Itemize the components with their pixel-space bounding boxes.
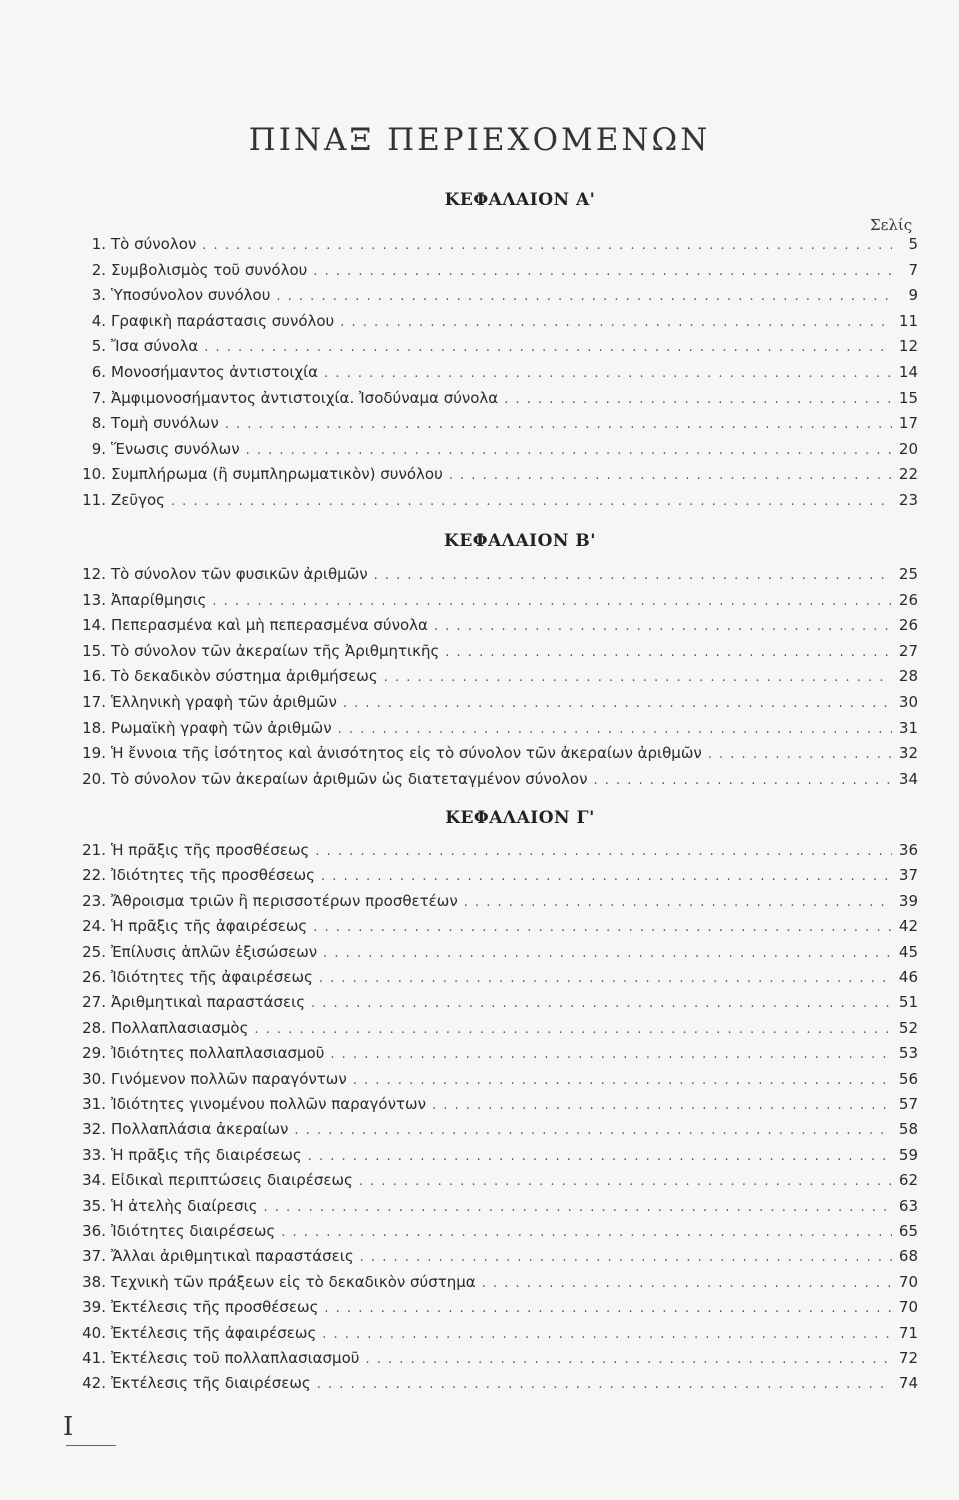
entry-page-number: 72 (898, 1349, 918, 1367)
entry-number: 17. (82, 693, 106, 711)
entry-title: Γινόμενον πολλῶν παραγόντων (111, 1069, 347, 1088)
dot-leader (432, 1095, 892, 1117)
entry-number: 42. (82, 1374, 106, 1393)
entry-title: Ἡ πρᾶξις τῆς προσθέσεως (111, 841, 310, 859)
toc-entry (78, 1068, 918, 1090)
dot-leader (323, 943, 892, 965)
dot-leader (246, 440, 892, 462)
entry-number: 4. (91, 311, 106, 330)
toc-entry (78, 284, 918, 306)
entry-number: 5. (91, 337, 106, 356)
entry-page-number: 9 (908, 286, 918, 305)
entry-page-number: 59 (898, 1145, 918, 1164)
entry-title: Ἄλλαι ἀριθμητικαὶ παραστάσεις (111, 1247, 354, 1266)
entry-number: 41. (82, 1349, 106, 1367)
toc-entry (78, 864, 918, 886)
entry-title: Ἀπαρίθμησις (111, 590, 207, 609)
dot-leader (276, 286, 892, 308)
toc-entry (78, 412, 918, 434)
entry-number: 12. (82, 565, 106, 583)
toc-entry (78, 387, 918, 409)
entry-page-number: 25 (898, 565, 918, 583)
entry-number: 7. (91, 388, 106, 407)
entry-page-number: 23 (898, 491, 918, 509)
toc-entry (78, 1220, 918, 1242)
dot-leader (254, 1019, 892, 1041)
toc-entry (78, 438, 918, 460)
toc-entry (78, 742, 918, 764)
entry-title: Ἡ ἀτελὴς διαίρεσις (111, 1196, 258, 1215)
entry-page-number: 12 (898, 337, 918, 356)
entry-number: 33. (82, 1145, 106, 1164)
dot-leader (482, 1273, 892, 1295)
entry-page-number: 11 (898, 311, 918, 330)
dot-leader (313, 261, 892, 283)
toc-entry (78, 1245, 918, 1267)
entry-title: Πολλαπλασιασμὸς (111, 1018, 249, 1037)
toc-entry (78, 1042, 918, 1064)
dot-leader (317, 1374, 892, 1396)
dot-leader (225, 414, 892, 436)
entry-number: 3. (91, 286, 106, 305)
dot-leader (308, 1146, 892, 1168)
toc-entry (78, 717, 918, 739)
entry-title: Ἴσα σύνολα (111, 337, 199, 356)
toc-entry (78, 463, 918, 485)
entry-page-number: 62 (898, 1171, 918, 1190)
entry-page-number: 22 (898, 465, 918, 484)
dot-leader (374, 565, 892, 587)
toc-entry (78, 335, 918, 357)
dot-leader (202, 235, 892, 257)
dot-leader (365, 1349, 892, 1371)
entry-title: Ρωμαϊκὴ γραφὴ τῶν ἀριθμῶν (111, 718, 332, 737)
entry-number: 40. (82, 1323, 106, 1342)
toc-entry (78, 489, 918, 511)
dot-leader (384, 667, 892, 689)
entry-page-number: 17 (898, 414, 918, 433)
entry-page-number: 36 (898, 841, 918, 859)
entry-page-number: 46 (898, 968, 918, 986)
toc-entry (78, 259, 918, 281)
entry-number: 30. (82, 1069, 106, 1088)
entry-number: 32. (82, 1120, 106, 1139)
entry-number: 6. (91, 363, 106, 381)
dot-leader (360, 1247, 892, 1269)
toc-entry (78, 691, 918, 713)
entry-number: 34. (82, 1171, 106, 1190)
toc-entry (78, 361, 918, 383)
entry-number: 1. (91, 235, 106, 253)
dot-leader (708, 744, 892, 766)
entry-title: Τὸ σύνολον τῶν ἀκεραίων ἀριθμῶν ὡς διατεταγμένον σύνολον (111, 769, 588, 788)
dot-leader (434, 616, 892, 638)
entry-number: 38. (82, 1272, 106, 1291)
entry-number: 35. (82, 1196, 106, 1215)
entry-page-number: 26 (898, 616, 918, 635)
entry-title: Τὸ σύνολον (111, 235, 197, 253)
entry-page-number: 30 (898, 693, 918, 711)
entry-title: Τεχνικὴ τῶν πράξεων εἰς τὸ δεκαδικὸν σύστημα (111, 1272, 476, 1291)
dot-leader (464, 892, 892, 914)
dot-leader (313, 917, 892, 939)
entry-title: Ἑλληνικὴ γραφὴ τῶν ἀριθμῶν (111, 693, 337, 711)
dot-leader (338, 719, 892, 741)
entry-page-number: 39 (898, 891, 918, 910)
dot-leader (330, 1044, 892, 1066)
entry-title: Ἀμφιμονοσήμαντος ἀντιστοιχία. Ἰσοδύναμα σύνολα (111, 388, 499, 407)
entry-page-number: 51 (898, 993, 918, 1012)
toc-entry (78, 1017, 918, 1039)
entry-title: Ἐπίλυσις ἁπλῶν ἐξισώσεων (111, 942, 318, 961)
dot-leader (264, 1197, 892, 1219)
entry-number: 39. (82, 1298, 106, 1317)
page-column-label: Σελίς (870, 216, 913, 234)
entry-number: 37. (82, 1247, 106, 1266)
footer-rule (66, 1445, 116, 1446)
entry-page-number: 52 (898, 1018, 918, 1037)
entry-page-number: 5 (908, 235, 918, 253)
chapter-heading-a: ΚΕΦΑΛΑΙΟΝ Α' (444, 190, 596, 210)
entry-title: Πεπερασμένα καὶ μὴ πεπερασμένα σύνολα (111, 616, 428, 635)
toc-entry (78, 839, 918, 861)
entry-number: 11. (82, 491, 106, 509)
entry-page-number: 42 (898, 917, 918, 936)
entry-title: Ὑποσύνολον συνόλου (111, 286, 271, 305)
entry-title: Συμβολισμὸς τοῦ συνόλου (111, 260, 308, 279)
entry-title: Ἀριθμητικαὶ παραστάσεις (111, 993, 306, 1012)
entry-page-number: 56 (898, 1069, 918, 1088)
dot-leader (212, 591, 892, 613)
toc-entry (78, 589, 918, 611)
dot-leader (315, 841, 892, 863)
entry-page-number: 7 (908, 260, 918, 279)
entry-title: Ἰδιότητες τῆς ἀφαιρέσεως (111, 968, 313, 986)
entry-number: 9. (91, 439, 106, 458)
entry-title: Ἰδιότητες πολλαπλασιασμοῦ (111, 1044, 325, 1063)
dot-leader (294, 1120, 892, 1142)
chapter-heading-b: ΚΕΦΑΛΑΙΟΝ Β' (444, 531, 596, 551)
entry-page-number: 31 (898, 718, 918, 737)
dot-leader (504, 389, 892, 411)
toc-entry (78, 966, 918, 988)
entry-title: Ἡ ἔννοια τῆς ἰσότητος καὶ ἀνισότητος εἰς τὸ σύνολον τῶν ἀκεραίων ἀριθμῶν (111, 744, 702, 763)
toc-entry (78, 1296, 918, 1318)
dot-leader (171, 491, 892, 513)
dot-leader (281, 1222, 892, 1244)
entry-number: 20. (82, 769, 106, 788)
entry-page-number: 14 (898, 363, 918, 381)
toc-entry (78, 1347, 918, 1369)
entry-title: Ἐκτέλεσις τῆς ἀφαιρέσεως (111, 1323, 317, 1342)
dot-leader (445, 642, 892, 664)
entry-page-number: 34 (898, 769, 918, 788)
entry-title: Τὸ σύνολον τῶν ἀκεραίων τῆς Ἀριθμητικῆς (111, 641, 440, 660)
entry-number: 19. (82, 744, 106, 763)
entry-title: Ἡ πρᾶξις τῆς διαιρέσεως (111, 1145, 302, 1164)
entry-number: 15. (82, 641, 106, 660)
dot-leader (204, 337, 892, 359)
toc-entry (78, 1271, 918, 1293)
entry-title: Τὸ σύνολον τῶν φυσικῶν ἀριθμῶν (111, 565, 368, 583)
entry-number: 21. (82, 841, 106, 859)
entry-title: Πολλαπλάσια ἀκεραίων (111, 1120, 289, 1139)
entry-page-number: 65 (898, 1222, 918, 1240)
entry-number: 28. (82, 1018, 106, 1037)
entry-title: Εἰδικαὶ περιπτώσεις διαιρέσεως (111, 1171, 353, 1190)
entry-title: Ἐκτέλεσις τοῦ πολλαπλασιασμοῦ (111, 1349, 360, 1367)
entry-page-number: 27 (898, 641, 918, 660)
entry-page-number: 74 (898, 1374, 918, 1393)
entry-title: Ἐκτέλεσις τῆς διαιρέσεως (111, 1374, 311, 1393)
entry-page-number: 68 (898, 1247, 918, 1266)
entry-title: Ἐκτέλεσις τῆς προσθέσεως (111, 1298, 319, 1317)
entry-number: 16. (82, 667, 106, 686)
dot-leader (322, 1324, 892, 1346)
entry-page-number: 71 (898, 1323, 918, 1342)
toc-entry (78, 1195, 918, 1217)
entry-page-number: 70 (898, 1272, 918, 1291)
dot-leader (593, 770, 892, 792)
entry-title: Μονοσήμαντος ἀντιστοιχία (111, 363, 319, 381)
entry-title: Γραφικὴ παράστασις συνόλου (111, 311, 335, 330)
entry-number: 26. (82, 968, 106, 986)
toc-entry (78, 563, 918, 585)
toc-entry (78, 991, 918, 1013)
entry-page-number: 20 (898, 439, 918, 458)
toc-entry (78, 915, 918, 937)
dot-leader (324, 363, 892, 385)
entry-page-number: 53 (898, 1044, 918, 1063)
entry-title: Τὸ δεκαδικὸν σύστημα ἀριθμήσεως (111, 667, 378, 686)
entry-number: 31. (82, 1095, 106, 1113)
toc-entry (78, 233, 918, 255)
entry-page-number: 32 (898, 744, 918, 763)
entry-page-number: 45 (898, 942, 918, 961)
dot-leader (340, 312, 892, 334)
entry-page-number: 26 (898, 590, 918, 609)
entry-page-number: 15 (898, 388, 918, 407)
entry-page-number: 28 (898, 667, 918, 686)
entry-number: 2. (91, 260, 106, 279)
entry-number: 29. (82, 1044, 106, 1063)
entry-number: 13. (82, 590, 106, 609)
entry-title: Τομὴ συνόλων (111, 414, 219, 433)
dot-leader (319, 968, 892, 990)
entry-number: 14. (82, 616, 106, 635)
toc-entry (78, 1144, 918, 1166)
entry-title: Ζεῦγος (111, 491, 165, 509)
dot-leader (321, 866, 892, 888)
entry-number: 18. (82, 718, 106, 737)
entry-title: Συμπλήρωμα (ἢ συμπληρωματικὸν) συνόλου (111, 465, 443, 484)
dot-leader (449, 465, 892, 487)
entry-number: 27. (82, 993, 106, 1012)
chapter-heading-c: ΚΕΦΑΛΑΙΟΝ Γ' (445, 808, 595, 828)
toc-entry (78, 1093, 918, 1115)
page-title: ΠΙΝΑΞ ΠΕΡΙΕΧΟΜΕΝΩΝ (248, 122, 711, 158)
toc-entry (78, 640, 918, 662)
entry-page-number: 37 (898, 866, 918, 885)
toc-entry (78, 614, 918, 636)
entry-number: 22. (82, 866, 106, 885)
entry-page-number: 70 (898, 1298, 918, 1317)
entry-title: Ἰδιότητες διαιρέσεως (111, 1222, 276, 1240)
entry-number: 10. (82, 465, 106, 484)
entry-page-number: 57 (898, 1095, 918, 1113)
dot-leader (324, 1298, 892, 1320)
toc-entry (78, 941, 918, 963)
dot-leader (353, 1070, 892, 1092)
page-roman-numeral: I (63, 1412, 74, 1442)
toc-entry (78, 890, 918, 912)
toc-entry (78, 768, 918, 790)
toc-entry (78, 1169, 918, 1191)
dot-leader (343, 693, 892, 715)
toc-entry (78, 665, 918, 687)
entry-number: 25. (82, 942, 106, 961)
entry-number: 8. (91, 414, 106, 433)
toc-entry (78, 1118, 918, 1140)
entry-title: Ἕνωσις συνόλων (111, 439, 240, 458)
entry-number: 24. (82, 917, 106, 936)
dot-leader (311, 993, 892, 1015)
toc-entry (78, 1372, 918, 1394)
entry-page-number: 58 (898, 1120, 918, 1139)
dot-leader (359, 1171, 892, 1193)
entry-number: 23. (82, 891, 106, 910)
entry-page-number: 63 (898, 1196, 918, 1215)
toc-entry (78, 310, 918, 332)
entry-title: Ἰδιότητες τῆς προσθέσεως (111, 866, 315, 885)
entry-title: Ἡ πρᾶξις τῆς ἀφαιρέσεως (111, 917, 308, 936)
entry-title: Ἰδιότητες γινομένου πολλῶν παραγόντων (111, 1095, 426, 1113)
entry-title: Ἄθροισμα τριῶν ἢ περισσοτέρων προσθετέων (111, 891, 458, 910)
toc-entry (78, 1322, 918, 1344)
entry-number: 36. (82, 1222, 106, 1240)
